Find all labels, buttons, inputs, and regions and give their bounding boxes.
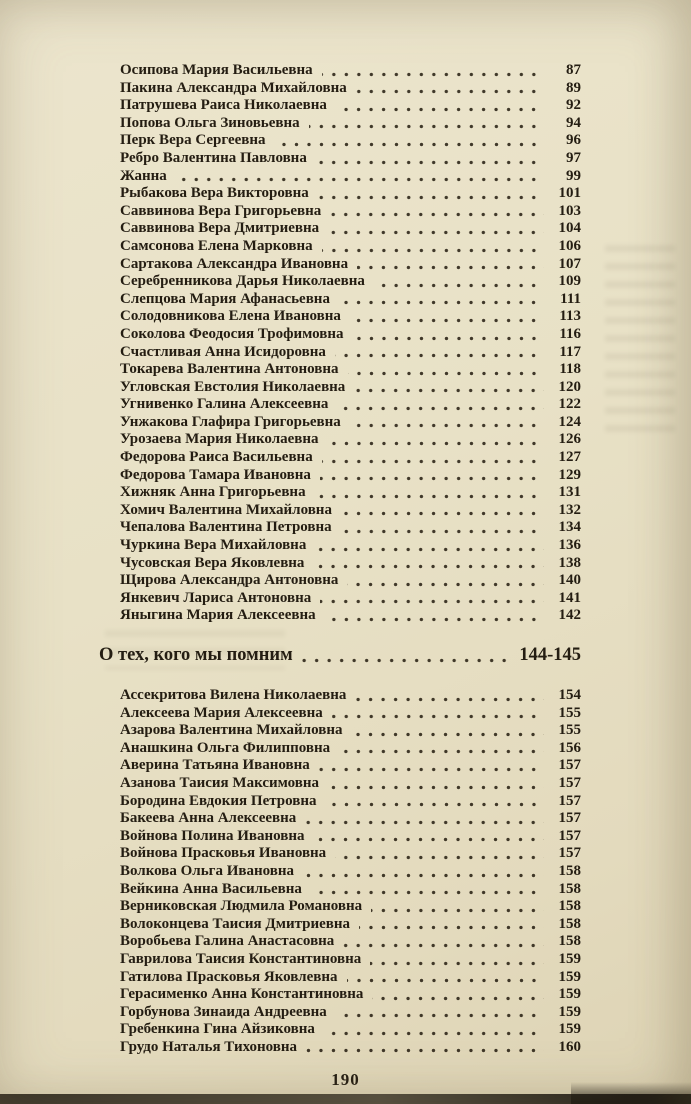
toc-entry xyxy=(120,572,581,590)
entry-page-number: 154 xyxy=(558,687,581,703)
entry-page-number: 160 xyxy=(558,1038,581,1055)
dot-leader xyxy=(337,406,544,411)
dot-leader xyxy=(328,785,544,790)
toc-entry xyxy=(120,607,581,625)
toc-entry xyxy=(120,431,581,449)
toc-entry xyxy=(120,379,581,397)
toc-list-part2 xyxy=(120,687,581,1056)
entry-page-number: 157 xyxy=(558,792,581,809)
toc-entry xyxy=(120,502,581,520)
dot-leader xyxy=(348,371,544,376)
dot-leader xyxy=(330,212,544,217)
entry-name: Патрушева Раиса Николаевна xyxy=(120,97,327,114)
toc-entry xyxy=(120,1021,581,1039)
toc-entry xyxy=(120,590,581,608)
dot-leader xyxy=(306,1048,544,1053)
toc-list-part1 xyxy=(120,62,581,625)
dot-leader xyxy=(357,265,544,270)
toc-entry xyxy=(120,555,581,573)
entry-name: Войнова Прасковья Ивановна xyxy=(120,845,327,862)
entry-name: Хомич Валентина Михайловна xyxy=(120,501,332,518)
entry-page-number: 158 xyxy=(558,898,581,915)
entry-name: Слепцова Мария Афанасьевна xyxy=(120,290,330,307)
dot-leader xyxy=(341,511,544,516)
toc-entry xyxy=(120,863,581,881)
dot-leader xyxy=(315,494,544,499)
entry-name: Федорова Тамара Ивановна xyxy=(120,466,311,483)
entry-name: Токарева Валентина Антоновна xyxy=(120,361,339,378)
entry-name: Солодовникова Елена Ивановна xyxy=(120,308,341,325)
entry-page-number: 127 xyxy=(558,449,581,466)
entry-page-number: 157 xyxy=(558,810,581,827)
dot-leader xyxy=(302,658,515,663)
entry-name: Счастливая Анна Исидоровна xyxy=(120,343,326,360)
toc-entry xyxy=(120,775,581,793)
entry-name: Саввинова Вера Дмитриевна xyxy=(120,220,320,237)
entry-page-number: 116 xyxy=(559,325,581,342)
entry-page-number: 99 xyxy=(566,167,581,184)
dot-leader xyxy=(359,925,544,930)
entry-page-number: 118 xyxy=(559,361,581,378)
toc-entry xyxy=(120,740,581,758)
dot-leader xyxy=(343,943,544,948)
entry-name: Урозаева Мария Николаевна xyxy=(120,431,319,448)
entry-page-number: 142 xyxy=(558,607,581,624)
toc-entry xyxy=(120,898,581,916)
dot-leader xyxy=(339,300,544,305)
dot-leader xyxy=(309,124,544,129)
entry-name: Вейкина Анна Васильевна xyxy=(120,880,302,897)
entry-name: Федорова Раиса Васильевна xyxy=(120,449,313,466)
entry-page-number: 132 xyxy=(558,501,581,518)
toc-entry xyxy=(120,326,581,344)
dot-leader xyxy=(371,908,544,913)
entry-page-number: 124 xyxy=(558,413,581,430)
entry-name: Чепалова Валентина Петровна xyxy=(120,519,332,536)
dot-leader xyxy=(347,978,545,983)
toc-entry xyxy=(120,1004,581,1022)
scan-bottom-edge xyxy=(0,1094,691,1104)
dot-leader xyxy=(303,873,544,878)
dot-leader xyxy=(328,230,544,235)
entry-name: Щирова Александра Антоновна xyxy=(120,572,339,589)
dot-leader xyxy=(313,837,544,842)
entry-name: Яныгина Мария Алексеевна xyxy=(120,607,316,624)
dot-leader xyxy=(322,459,544,464)
toc-entry xyxy=(120,845,581,863)
toc-entry xyxy=(120,150,581,168)
entry-name: Алексеева Мария Алексеевна xyxy=(120,704,323,721)
entry-page-number: 122 xyxy=(558,396,581,413)
dot-leader xyxy=(372,996,544,1001)
dot-leader xyxy=(339,749,544,754)
dot-leader xyxy=(311,890,544,895)
toc-entry xyxy=(120,793,581,811)
entry-page-number: 159 xyxy=(558,1003,581,1020)
entry-name: Хижняк Анна Григорьевна xyxy=(120,484,306,501)
dot-leader xyxy=(320,599,544,604)
toc-entry xyxy=(120,62,581,80)
entry-page-number: 104 xyxy=(558,220,581,237)
toc-entry xyxy=(120,291,581,309)
toc-entry xyxy=(120,80,581,98)
toc-entry xyxy=(120,484,581,502)
entry-name: Воробьева Галина Анастасовна xyxy=(120,933,335,950)
entry-page-number: 155 xyxy=(558,722,581,739)
page-show-through xyxy=(605,245,675,435)
toc-entry xyxy=(120,969,581,987)
dot-leader xyxy=(176,177,544,182)
dot-leader xyxy=(319,767,544,772)
toc-entry xyxy=(120,705,581,723)
entry-name: Угловская Евстолия Николаевна xyxy=(120,378,346,395)
entry-page-number: 107 xyxy=(558,255,581,272)
toc-entry xyxy=(120,519,581,537)
entry-name: Ассекритова Вилена Николаевна xyxy=(120,687,347,703)
entry-name: Рыбакова Вера Викторовна xyxy=(120,185,309,202)
entry-name: Верниковская Людмила Романовна xyxy=(120,898,363,915)
entry-page-number: 159 xyxy=(558,950,581,967)
entry-page-number: 141 xyxy=(558,589,581,606)
toc-entry xyxy=(120,185,581,203)
dot-leader xyxy=(322,248,544,253)
entry-page-number: 157 xyxy=(558,757,581,774)
toc-entry xyxy=(120,308,581,326)
entry-name: Войнова Полина Ивановна xyxy=(120,827,305,844)
entry-page-number: 106 xyxy=(558,237,581,254)
entry-page-number: 158 xyxy=(558,862,581,879)
entry-name: Чусовская Вера Яковлевна xyxy=(120,554,305,571)
dot-leader xyxy=(370,961,544,966)
entry-page-number: 89 xyxy=(566,79,581,96)
entry-page-number: 157 xyxy=(558,845,581,862)
entry-name: Ребро Валентина Павловна xyxy=(120,149,307,166)
entry-page-number: 158 xyxy=(558,933,581,950)
entry-name: Герасименко Анна Константиновна xyxy=(120,986,364,1003)
entry-page-number: 120 xyxy=(558,378,581,395)
dot-leader xyxy=(336,1013,544,1018)
entry-page-number: 101 xyxy=(558,185,581,202)
dot-leader xyxy=(326,802,544,807)
dot-leader xyxy=(275,142,544,147)
entry-page-number: 159 xyxy=(558,986,581,1003)
dot-leader xyxy=(322,72,544,77)
entry-name: Анашкина Ольга Филипповна xyxy=(120,739,331,756)
dot-leader xyxy=(332,714,544,719)
toc-entry xyxy=(120,132,581,150)
entry-name: Осипова Мария Васильевна xyxy=(120,62,313,78)
entry-name: Гаврилова Таисия Константиновна xyxy=(120,950,362,967)
entry-page-number: 131 xyxy=(558,484,581,501)
toc-entry xyxy=(120,220,581,238)
dot-leader xyxy=(355,697,544,702)
toc-entry xyxy=(120,916,581,934)
toc-entry xyxy=(120,115,581,133)
entry-name: Бородина Евдокия Петровна xyxy=(120,792,317,809)
entry-name: Жанна xyxy=(120,167,167,184)
entry-name: Серебренникова Дарья Николаевна xyxy=(120,273,365,290)
entry-name: Горбунова Зинаида Андреевна xyxy=(120,1003,327,1020)
dot-leader xyxy=(325,617,544,622)
entry-name: Аверина Татьяна Ивановна xyxy=(120,757,310,774)
entry-name: Пакина Александра Михайловна xyxy=(120,79,347,96)
entry-page-number: 138 xyxy=(558,554,581,571)
dot-leader xyxy=(313,564,544,569)
toc-entry xyxy=(120,273,581,291)
toc-entry xyxy=(120,986,581,1004)
entry-page-number: 117 xyxy=(559,343,581,360)
toc-entry xyxy=(120,467,581,485)
section-heading-label: О тех, кого мы помним xyxy=(99,645,293,665)
entry-page-number: 87 xyxy=(566,62,581,78)
toc-entry xyxy=(120,256,581,274)
entry-page-number: 158 xyxy=(558,880,581,897)
entry-name: Волкова Ольга Ивановна xyxy=(120,862,295,879)
entry-page-number: 109 xyxy=(558,273,581,290)
entry-page-number: 156 xyxy=(558,739,581,756)
entry-name: Бакеева Анна Алексеевна xyxy=(120,810,297,827)
section-heading-row xyxy=(99,643,581,667)
toc-entry xyxy=(120,396,581,414)
dot-leader xyxy=(318,195,544,200)
entry-page-number: 159 xyxy=(558,1021,581,1038)
entry-page-number: 157 xyxy=(558,774,581,791)
entry-name: Чуркина Вера Михайловна xyxy=(120,537,307,554)
entry-name: Унжакова Глафира Григорьевна xyxy=(120,413,341,430)
toc-entry xyxy=(120,810,581,828)
toc-entry xyxy=(120,828,581,846)
toc-entry xyxy=(120,361,581,379)
dot-leader xyxy=(335,855,544,860)
entry-page-number: 94 xyxy=(566,114,581,131)
toc-entry xyxy=(120,951,581,969)
toc-entry xyxy=(120,238,581,256)
dot-leader xyxy=(305,820,544,825)
toc-entry xyxy=(120,881,581,899)
dot-leader xyxy=(350,423,544,428)
entry-name: Гребенкина Гина Айзиковна xyxy=(120,1021,315,1038)
entry-page-number: 159 xyxy=(558,968,581,985)
toc-entry xyxy=(120,449,581,467)
dot-leader xyxy=(353,336,544,341)
entry-page-number: 113 xyxy=(559,308,581,325)
entry-page-number: 155 xyxy=(558,704,581,721)
entry-name: Азарова Валентина Михайловна xyxy=(120,722,343,739)
entry-page-number: 96 xyxy=(566,132,581,149)
entry-name: Гатилова Прасковья Яковлевна xyxy=(120,968,338,985)
entry-name: Грудо Наталья Тихоновна xyxy=(120,1038,298,1055)
entry-page-number: 103 xyxy=(558,202,581,219)
entry-page-number: 126 xyxy=(558,431,581,448)
toc-entry xyxy=(120,687,581,705)
entry-name: Самсонова Елена Марковна xyxy=(120,237,313,254)
page-folio: 190 xyxy=(331,1070,360,1089)
dot-leader xyxy=(374,283,544,288)
entry-name: Азанова Таисия Максимовна xyxy=(120,774,320,791)
entry-name: Соколова Феодосия Трофимовна xyxy=(120,325,344,342)
toc-entry xyxy=(120,933,581,951)
entry-page-number: 157 xyxy=(558,827,581,844)
entry-page-number: 92 xyxy=(566,97,581,114)
dot-leader xyxy=(336,107,544,112)
dot-leader xyxy=(335,353,544,358)
dot-leader xyxy=(356,89,544,94)
entry-name: Сартакова Александра Ивановна xyxy=(120,255,349,272)
toc-entry xyxy=(120,414,581,432)
toc-entry xyxy=(120,168,581,186)
toc-entry xyxy=(120,344,581,362)
dot-leader xyxy=(320,476,544,481)
entry-page-number: 136 xyxy=(558,537,581,554)
dot-leader xyxy=(315,547,544,552)
toc-entry xyxy=(120,203,581,221)
dot-leader xyxy=(351,732,544,737)
entry-page-number: 140 xyxy=(558,572,581,589)
dot-leader xyxy=(328,441,544,446)
entry-name: Угнивенко Галина Алексеевна xyxy=(120,396,329,413)
entry-page-number: 111 xyxy=(560,290,581,307)
entry-page-number: 134 xyxy=(558,519,581,536)
dot-leader xyxy=(350,318,544,323)
toc-entry xyxy=(120,757,581,775)
entry-page-number: 158 xyxy=(558,915,581,932)
dot-leader xyxy=(341,529,544,534)
entry-name: Саввинова Вера Григорьевна xyxy=(120,202,322,219)
dot-leader xyxy=(324,1031,544,1036)
toc-entry xyxy=(120,97,581,115)
toc-entry xyxy=(120,1039,581,1057)
index-content xyxy=(99,62,581,1056)
dot-leader xyxy=(316,160,544,165)
entry-name: Янкевич Лариса Антоновна xyxy=(120,589,312,606)
dot-leader xyxy=(354,388,544,393)
entry-name: Перк Вера Сергеевна xyxy=(120,132,266,149)
entry-page-number: 97 xyxy=(566,149,581,166)
dot-leader xyxy=(347,582,544,587)
entry-name: Попова Ольга Зиновьевна xyxy=(120,114,300,131)
toc-entry xyxy=(120,722,581,740)
entry-page-number: 129 xyxy=(558,466,581,483)
toc-entry xyxy=(120,537,581,555)
entry-name: Волоконцева Таисия Дмитриевна xyxy=(120,915,351,932)
section-heading-pages: 144-145 xyxy=(519,645,581,665)
